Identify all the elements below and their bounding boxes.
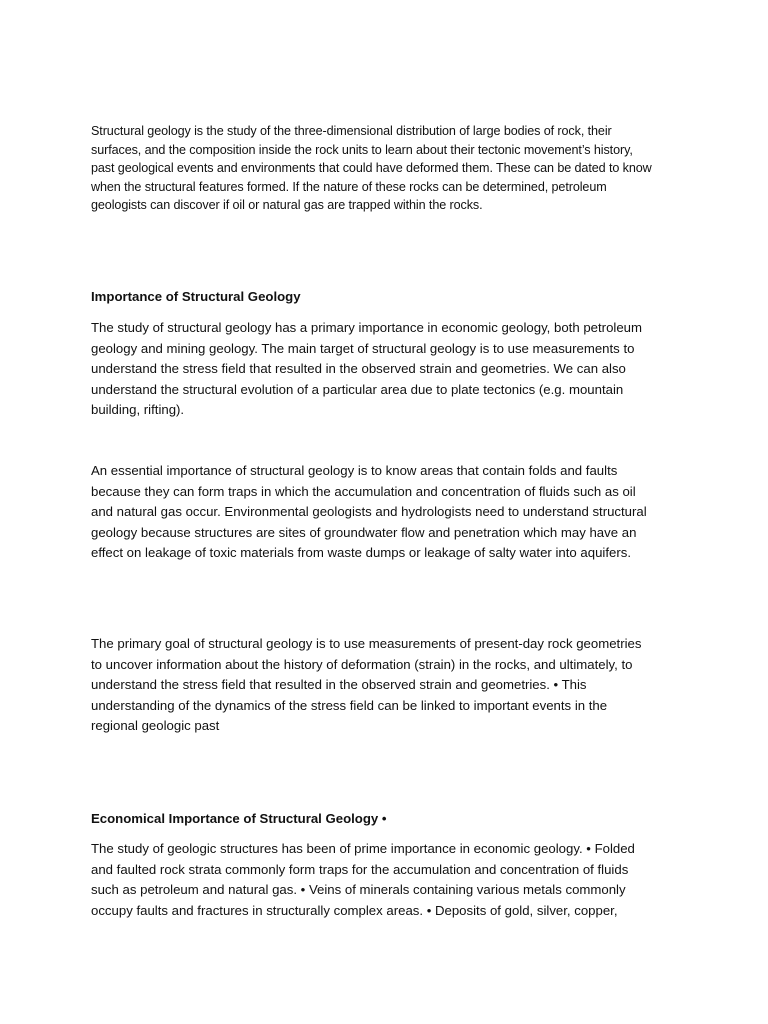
paragraph-primary-goal: The primary goal of structural geology is to use measurements of present-day rock geometries to uncover information about the history of deformation (strain) in the rocks, and ultimately, to understand the stress field that resulted in the observed strain and geometries. • This understanding of the dynamics of the stress field can be linked to important events in the regional geologic past: [91, 636, 642, 734]
intro-paragraph: Structural geology is the study of the three-dimensional distribution of large bodies of rock, their surfaces, and the composition inside the rock units to learn about their tectonic movement’s history, past geological events and environments that could have deformed them. These can be dated to know when the structural features formed. If the nature of these rocks can be determined, petroleum geologists can discover if oil or natural gas are trapped within the rocks.: [91, 124, 652, 213]
heading-importance: Importance of Structural Geology: [91, 289, 301, 304]
paragraph-essential-importance: An essential importance of structural geology is to know areas that contain folds and faults because they can form traps in which the accumulation and concentration of fluids such as oil and natural gas occur. Environmental geologists and hydrologists need to understand structural geology because structures are sites of groundwater flow and penetration which may have an effect on leakage of toxic materials from waste dumps or leakage of salty water into aquifers.: [91, 463, 647, 561]
heading-economical-importance: Economical Importance of Structural Geology •: [91, 811, 387, 826]
paragraph-economical-importance: The study of geologic structures has been of prime importance in economic geology. • Folded and faulted rock strata commonly form traps for the accumulation and concentration of fluids such as petroleum and natural gas. • Veins of minerals containing various metals commonly occupy faults and fractures in structurally complex areas. • Deposits of gold, silver, copper,: [91, 841, 635, 918]
paragraph-importance: The study of structural geology has a primary importance in economic geology, both petroleum geology and mining geology. The main target of structural geology is to use measurements to understand the stress field that resulted in the observed strain and geometries. We can also understand the structural evolution of a particular area due to plate tectonics (e.g. mountain building, rifting).: [91, 320, 642, 418]
